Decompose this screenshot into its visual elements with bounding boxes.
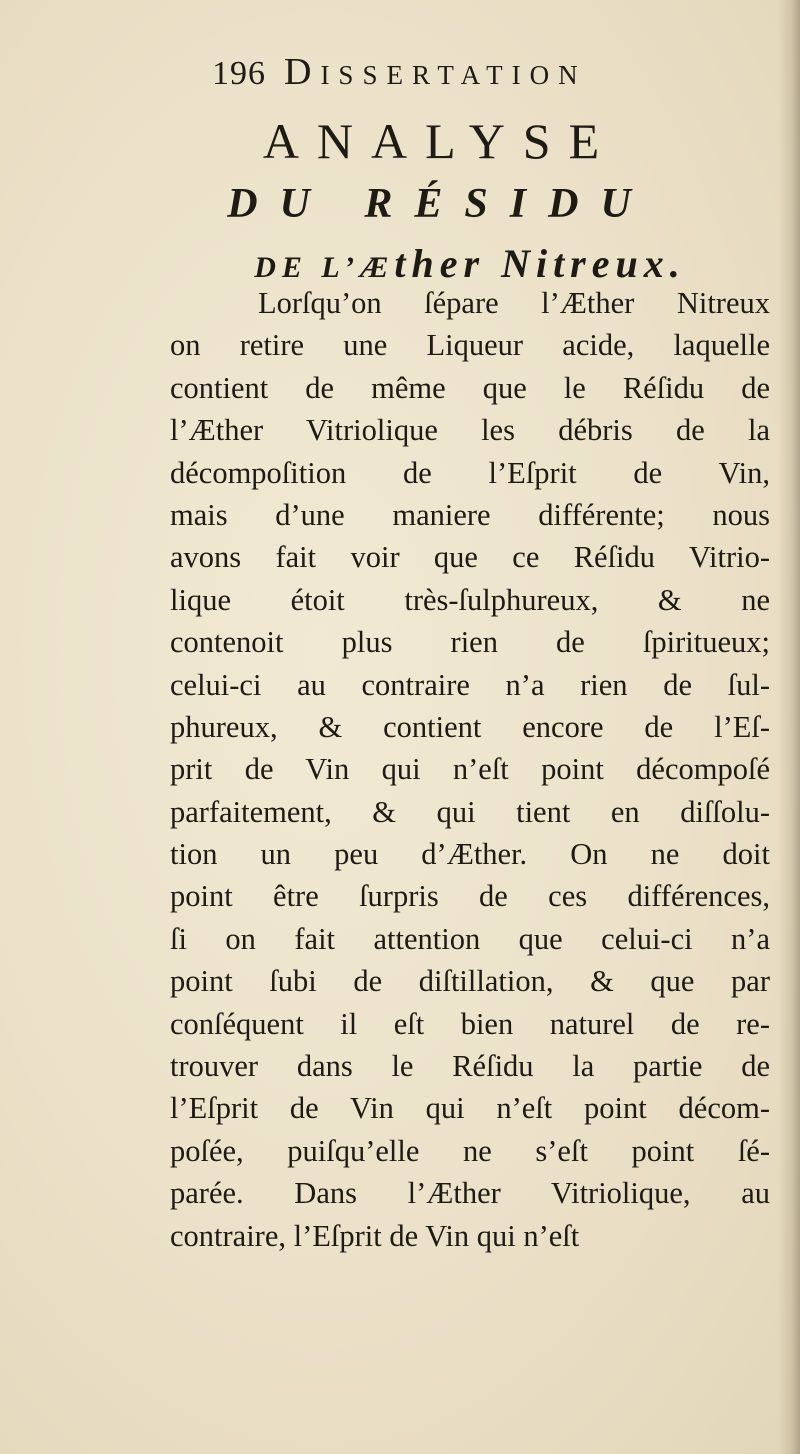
text-line: trouver dans le Réſidu la partie de xyxy=(170,1049,770,1084)
text-line: on retire une Liqueur acide, laquelle xyxy=(170,328,770,363)
heading-ether-nitreux-rest: ther Nitreux. xyxy=(394,241,686,286)
text-line: point être ſurpris de ces différences, xyxy=(170,879,770,914)
text-line: point ſubi de diſtillation, & que par xyxy=(170,964,770,999)
heading-ether-nitreux xyxy=(160,240,780,287)
text-line: ſi on fait attention que celui-ci n’a xyxy=(170,921,770,956)
text-line: mais d’une maniere différente; nous xyxy=(170,497,770,532)
text-line: lique étoit très-ſulphureux, & ne xyxy=(170,582,770,617)
text-line: l’Æther Vitriolique les débris de la xyxy=(170,413,770,448)
running-head xyxy=(212,50,692,100)
text-line: contraire, l’Eſprit de Vin qui n’eſt xyxy=(170,1218,580,1253)
text-line: parfaitement, & qui tient en diſſolu- xyxy=(170,794,770,829)
page-edge-shadow xyxy=(778,0,800,1454)
page-number: 196 xyxy=(212,55,266,92)
text-line: l’Eſprit de Vin qui n’eſt point décom- xyxy=(170,1091,770,1126)
body-paragraph xyxy=(170,282,770,1257)
heading-analyse: ANALYSE xyxy=(262,113,618,169)
heading-du-residu: DU RÉSIDU xyxy=(227,181,653,227)
text-line: tion un peu d’Æther. On ne doit xyxy=(170,837,770,872)
text-line: contient de même que le Réſidu de xyxy=(170,370,770,405)
text-line: celui-ci au contraire n’a rien de ſul- xyxy=(170,667,770,702)
text-line: décompoſition de l’Eſprit de Vin, xyxy=(170,455,770,490)
text-line: phureux, & contient encore de l’Eſ- xyxy=(170,709,770,744)
text-line: conſéquent il eſt bien naturel de re- xyxy=(170,1006,770,1041)
text-line: avons fait voir que ce Réſidu Vitrio- xyxy=(170,540,770,575)
text-line: contenoit plus rien de ſpiritueux; xyxy=(170,625,770,660)
text-line: Lorſqu’on ſépare l’Æther Nitreux xyxy=(258,286,770,320)
text-line: prit de Vin qui n’eſt point décompoſé xyxy=(170,752,770,787)
running-title: Dissertation xyxy=(284,51,587,93)
heading-ether-nitreux-prefix: DE L’Æ xyxy=(254,251,395,284)
text-line: parée. Dans l’Æther Vitriolique, au xyxy=(170,1176,770,1211)
text-line: poſée, puiſqu’elle ne s’eſt point ſé- xyxy=(170,1133,770,1168)
